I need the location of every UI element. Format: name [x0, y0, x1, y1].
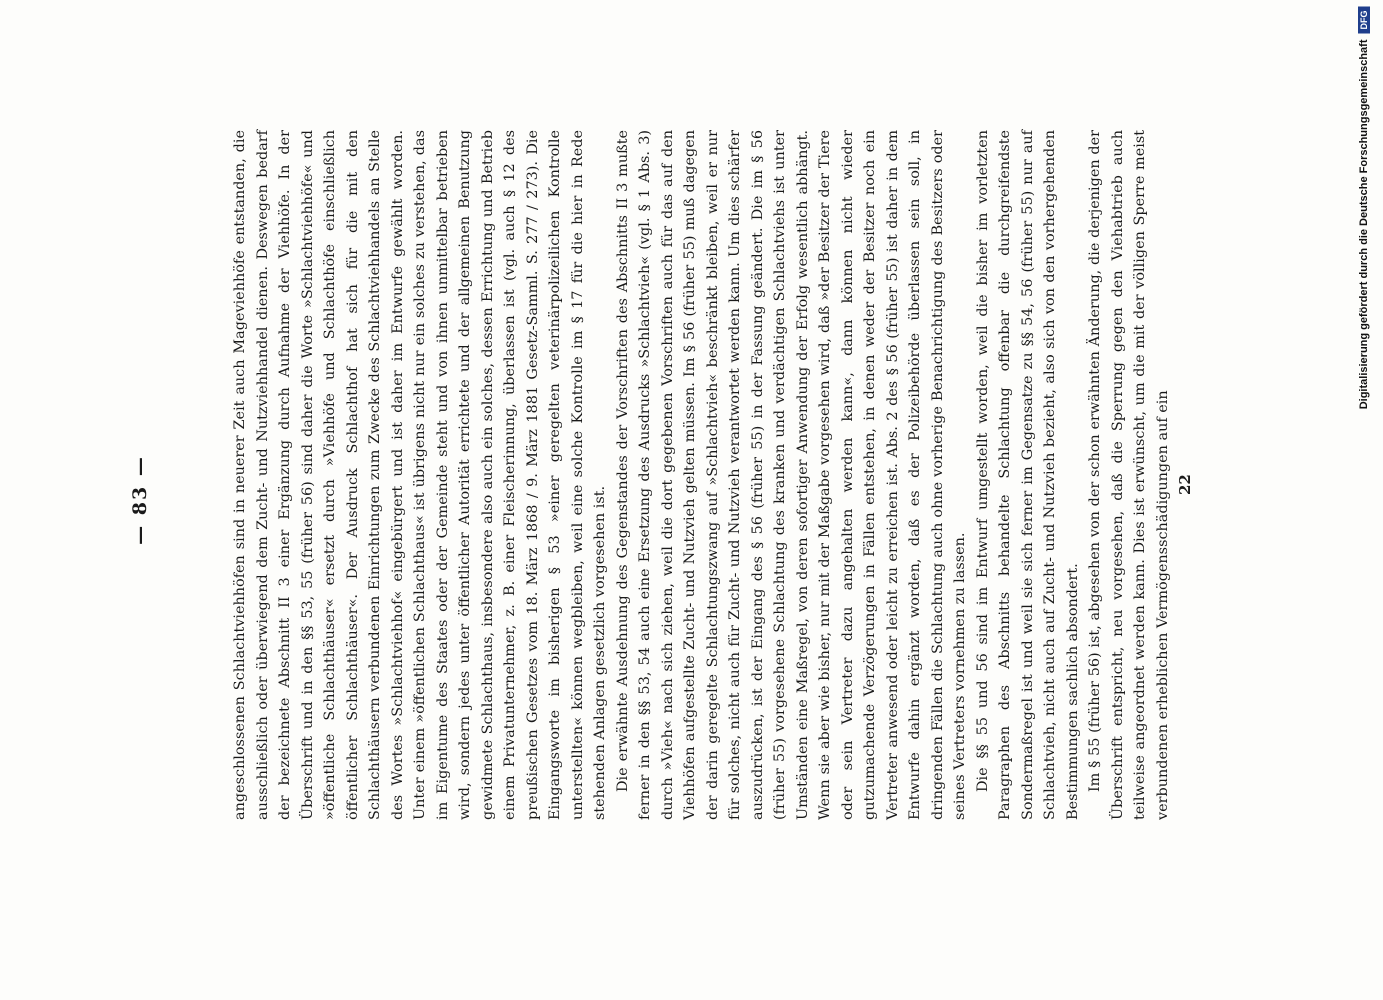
credit-text: Digitalisierung gefördert durch die Deutsche Forschungsgemeinschaft	[1358, 39, 1370, 409]
body-text-column	[229, 130, 1174, 820]
page-number-header: — 83 —	[129, 455, 151, 545]
body-paragraph: Die §§ 55 und 56 sind im Entwurf umgestellt worden, weil die bisher im vorletzten Paragraphen des Abschnitts behandelte Schlachtung offenbar die durchgreifendste Sondermaßregel ist und weil sie sich ferner im Gegensatze zu §§ 54, 56 (früher 55) nur auf Schlachtvieh, nicht auch auf Zucht- und Nutzvieh bezieht, also sich von den vorhergehenden Bestimmungen sachlich absondert.	[974, 130, 1081, 820]
body-paragraph: angeschlossenen Schlachtviehhöfen sind in neuerer Zeit auch Mageviehhöfe entstanden, die ausschließlich oder überwiegend dem Zucht- und Nutzviehhandel dienen. Deswegen bedarf der bezeichnete Abschnitt II 3 einer Ergänzung durch Aufnahme der Viehhöfe. In der Überschrift und in den §§ 53, 55 (früher 56) sind daher die Worte »Schlachtviehhöfe« und »öffentliche Schlachthäuser« ersetzt durch »Viehhöfe und Schlachthöfe einschließlich öffentlicher Schlachthäuser«. Der Ausdruck Schlachthof hat sich für die mit den Schlachthäusern verbundenen Einrichtungen zum Zwecke des Schlachtviehhandels an Stelle des Wortes »Schlachtviehhof« eingebürgert und ist daher im Entwurfe gewählt worden. Unter einem »öffentlichen Schlachthaus« ist übrigens nicht nur ein solches zu verstehen, das im Eigentume des Staates oder der Gemeinde steht und von ihnen unmittelbar betrieben wird, sondern jedes unter öffentlicher Autorität errichtete und der allgemeinen Benutzung gewidmete Schlachthaus, insbesondere also auch ein solches, dessen Errichtung und Betrieb einem Privatunternehmer, z. B. einer Fleischerinnung, überlassen ist (vgl. auch § 12 des preußischen Gesetzes vom 18. März 1868 / 9. März 1881 Gesetz-Samml. S. 277 / 273). Die Eingangsworte im bisherigen § 53 »einer geregelten veterinärpolizeilichen Kontrolle unterstellten« können wegbleiben, weil eine solche Kontrolle im § 17 für die hier in Rede stehenden Anlagen gesetzlich vorgesehen ist.	[232, 130, 608, 820]
sheet-signature: 22	[1176, 474, 1194, 495]
rotated-book-page	[111, 0, 1271, 1000]
digitization-credit	[1353, 6, 1375, 991]
body-paragraph: Die erwähnte Ausdehnung des Gegenstandes der Vorschriften des Abschnitts II 3 mußte ferner in den §§ 53, 54 auch eine Ersetzung des Ausdrucks »Schlachtvieh« (vgl. § 1 Abs. 3) durch »Vieh« nach sich ziehen, weil die dort gegebenen Vorschriften auch für das auf den Viehhöfen aufgestellte Zucht- und Nutzvieh gelten müssen. Im § 56 (früher 55) muß dagegen der darin geregelte Schlachtungszwang auf »Schlachtvieh« beschränkt bleiben, weil er nur für solches, nicht auch für Zucht- und Nutzvieh verantwortet werden kann. Um dies schärfer auszudrücken, ist der Eingang des § 56 (früher 55) in der Fassung geändert. Die im § 56 (früher 55) vorgesehene Schlachtung des kranken und verdächtigen Schlachtviehs ist unter Umständen eine Maßregel, von deren sofortiger Anwendung der Erfolg wesentlich abhängt. Wenn sie aber wie bisher, nur mit der Maßgabe vorgesehen wird, daß »der Besitzer der Tiere oder sein Vertreter dazu angehalten werden kann«, dann können nicht wieder gutzumachende Verzögerungen in Fällen entstehen, in denen weder der Besitzer noch ein Vertreter anwesend oder leicht zu erreichen ist. Abs. 2 des § 56 (früher 55) ist daher in dem Entwurfe dahin ergänzt worden, daß es der Polizeibehörde überlassen sein soll, in dringenden Fällen die Schlachtung auch ohne vorherige Benachrichtigung des Besitzers oder seines Vertreters vornehmen zu lassen.	[614, 130, 968, 820]
dfg-logo: DFG	[1358, 6, 1370, 33]
body-paragraph: Im § 55 (früher 56) ist, abgesehen von der schon erwähnten Änderung, die derjenigen der Überschrift entspricht, neu vorgesehen, daß die Sperrung gegen den Viehabtrieb auch teilweise angeordnet werden kann. Dies ist erwünscht, um die mit der völligen Sperre meist verbundenen erheblichen Vermögensschädigungen auf ein	[1087, 130, 1171, 820]
